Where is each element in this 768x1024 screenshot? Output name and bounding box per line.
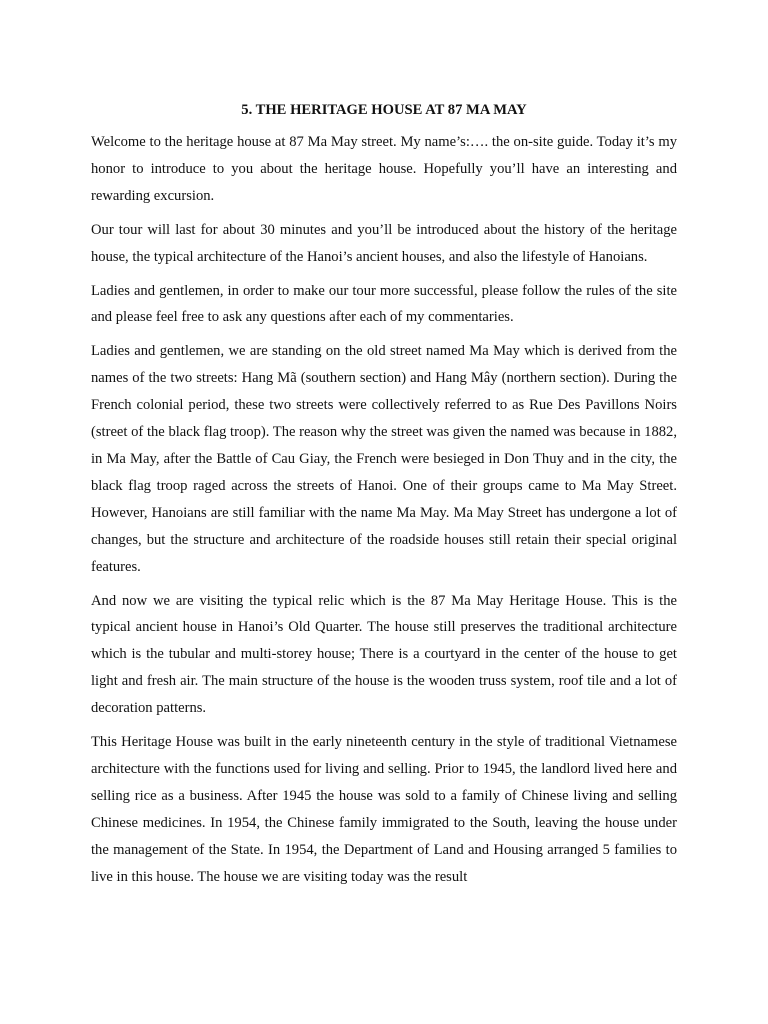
paragraph-house-architecture: And now we are visiting the typical relic which is the 87 Ma May Heritage House. This is the typical ancient house in Hanoi’s Old Quarter. The house still preserves the traditional architecture which is the tubular and multi-storey house; There is a courtyard in the center of the house to get light and fresh air. The main structure of the house is the wooden truss system, roof tile and a lot of decoration patterns. <box>91 592 677 717</box>
paragraph-street-history: Ladies and gentlemen, we are standing on the old street named Ma May which is derived from the names of the two streets: Hang Mã (southern section) and Hang Mây (northern section). During the French colonial period, these two streets were collectively referred to as Rue Des Pavillons Noirs (street of the black flag troop). The reason why the street was given the named was because in 1882, in Ma May, after the Battle of Cau Giay, the French were besieged in Don Thuy and in the city, the black flag troop raged across the streets of Hanoi. One of their groups came to Ma May Street. However, Hanoians are still familiar with the name Ma May. Ma May Street has undergone a lot of changes, but the structure and architecture of the roadside houses still retain their special original features. <box>91 343 677 575</box>
paragraph-welcome: Welcome to the heritage house at 87 Ma May street. My name’s:…. the on-site guide. Today it’s my honor to introduce to you about the heritage house. Hopefully you’ll have an interesting and rewarding excursion. <box>91 134 677 204</box>
paragraph-house-history: This Heritage House was built in the early nineteenth century in the style of traditional Vietnamese architecture with the functions used for living and selling. Prior to 1945, the landlord lived here and selling rice as a business. After 1945 the house was sold to a family of Chinese living and selling Chinese medicines. In 1954, the Chinese family immigrated to the South, leaving the house under the management of the State. In 1954, the Department of Land and Housing arranged 5 families to live in this house. The house we are visiting today was the result <box>91 734 677 885</box>
paragraph-rules: Ladies and gentlemen, in order to make our tour more successful, please follow the rules of the site and please feel free to ask any questions after each of my commentaries. <box>91 282 677 326</box>
document-page <box>91 98 677 897</box>
paragraph-tour-duration: Our tour will last for about 30 minutes and you’ll be introduced about the history of the heritage house, the typical architecture of the Hanoi’s ancient houses, and also the lifestyle of Hanoians. <box>91 221 677 265</box>
document-title: 5. THE HERITAGE HOUSE AT 87 MA MAY <box>241 102 527 118</box>
